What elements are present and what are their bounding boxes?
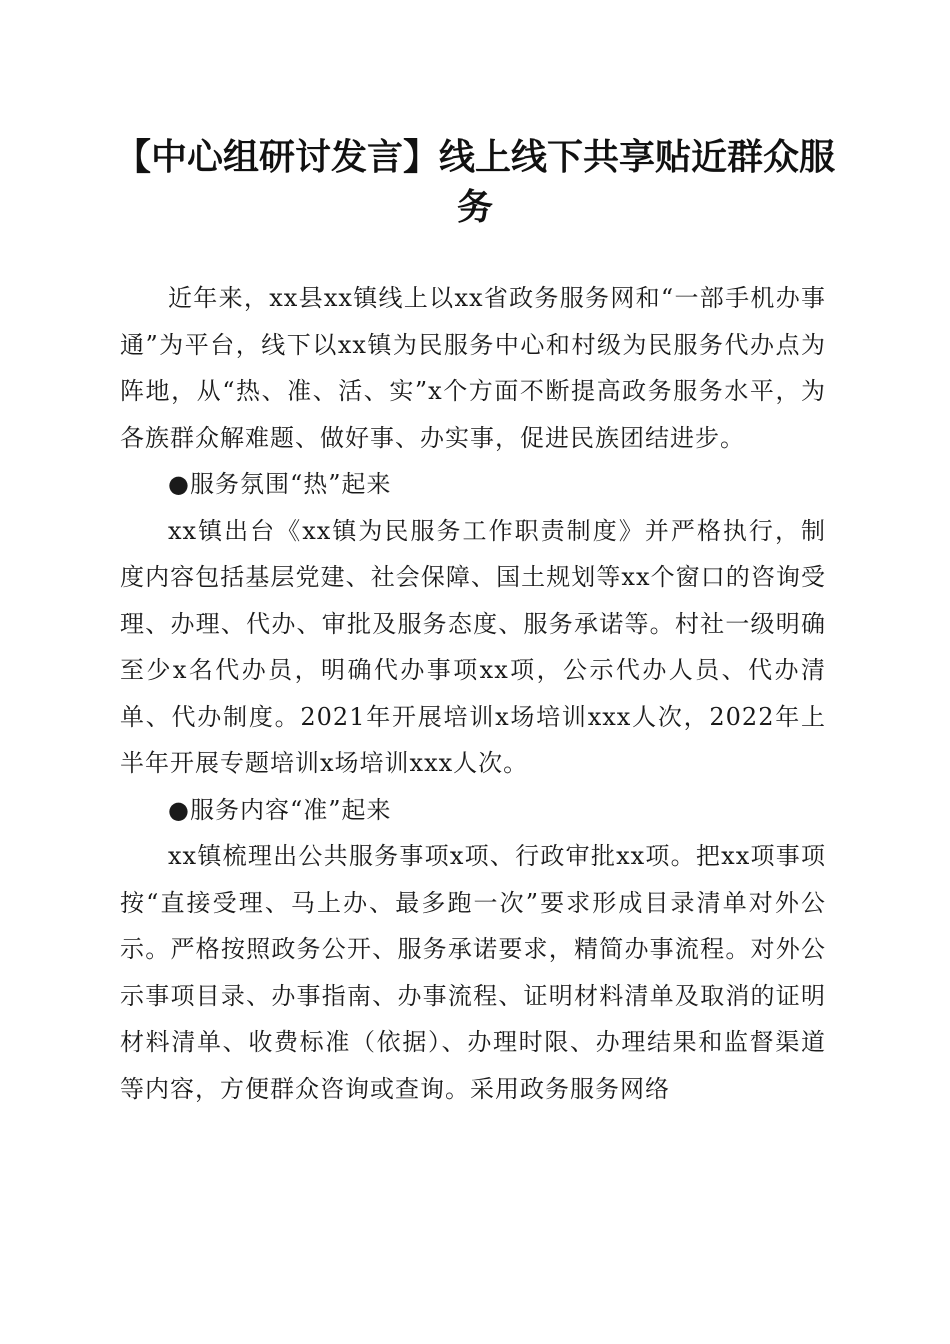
content-paragraph: xx镇梳理出公共服务事项x项、行政审批xx项。把xx项事项按“直接受理、马上办、最多跑一次”要求形成目录清单对外公示。严格按照政务公开、服务承诺要求，精简办事流程。对外公示事项目录、办事指南、办事流程、证明材料清单及取消的证明材料清单、收费标准（依据）、办理时限、办理结果和监督渠道等内容，方便群众咨询或查询。采用政务服务网络 <box>120 842 826 1103</box>
intro-paragraph: 近年来，xx县xx镇线上以xx省政务服务网和“一部手机办事通”为平台，线下以xx镇为民服务中心和村级为民服务代办点为阵地，从“热、准、活、实”x个方面不断提高政务服务水平，为各族群众解难题、做好事、办实事，促进民族团结进步。 <box>120 284 826 452</box>
document-body <box>120 275 826 1112</box>
section-heading-atmosphere: ●服务氛围“热”起来 <box>168 470 392 498</box>
document-title: 【中心组研讨发言】线上线下共享贴近群众服务 <box>114 136 835 228</box>
section-heading-content: ●服务内容“准”起来 <box>168 795 392 824</box>
atmosphere-paragraph: xx镇出台《xx镇为民服务工作职责制度》并严格执行，制度内容包括基层党建、社会保障、国土规划等xx个窗口的咨询受理、办理、代办、审批及服务态度、服务承诺等。村社一级明确至少x名代办员，明确代办事项xx项，公示代办人员、代办清单、代办制度。2021年开展培训x场培训xxx人次，2022年上半年开展专题培训x场培训xxx人次。 <box>120 516 826 777</box>
